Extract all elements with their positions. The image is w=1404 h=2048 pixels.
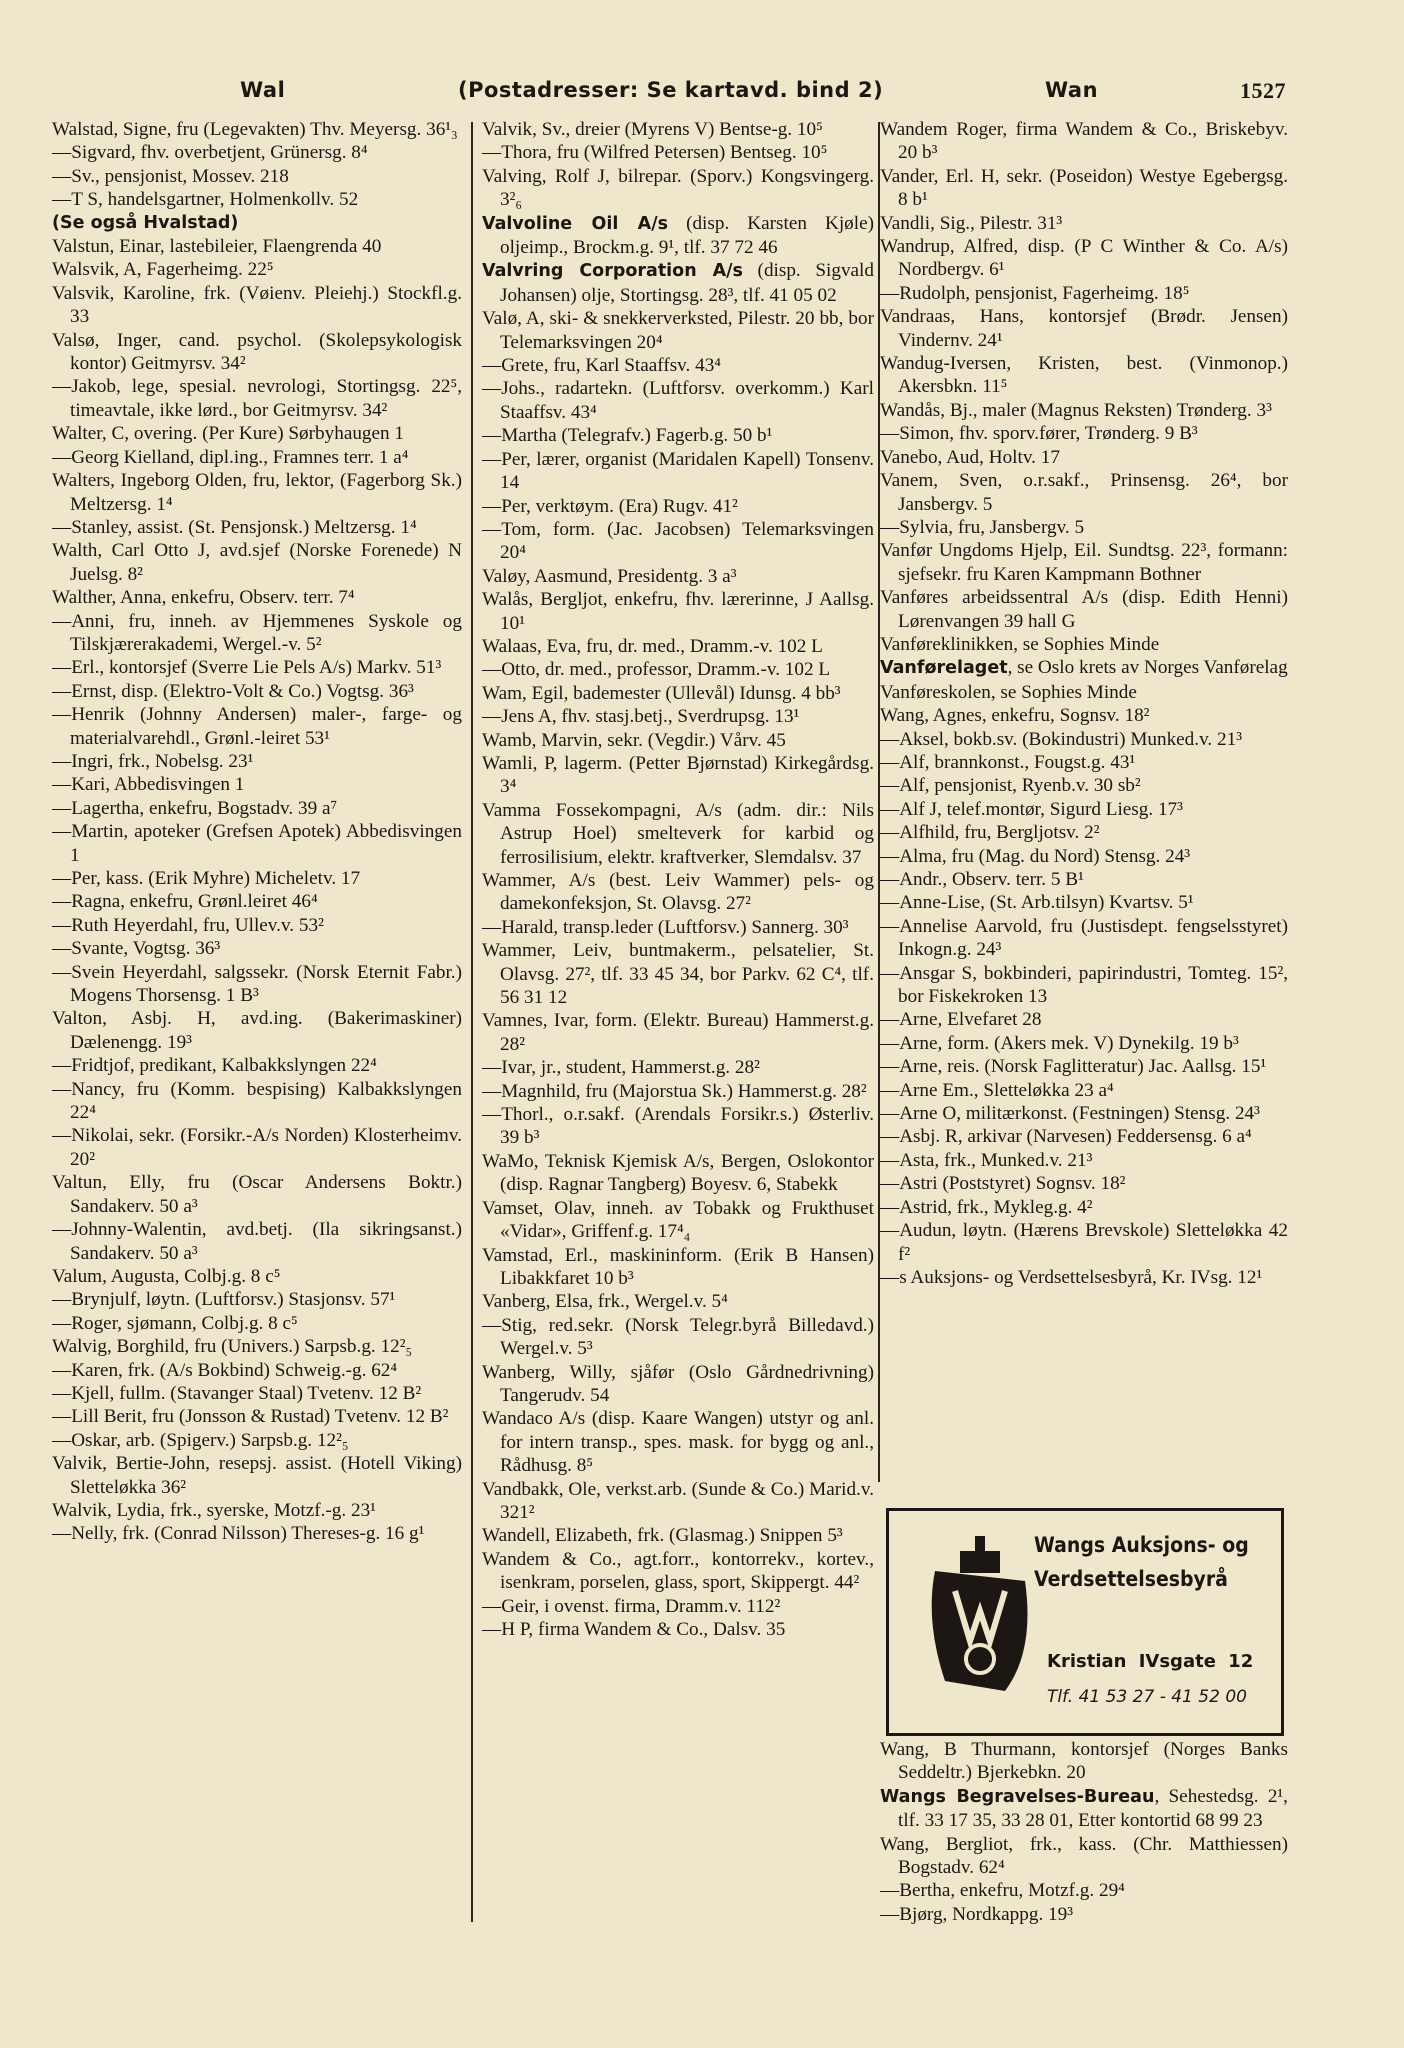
directory-entry: Wang, B Thurmann, kontorsjef (Norges Banks Seddeltr.) Bjerkebkn. 20 [880, 1739, 1288, 1784]
directory-entry: —Erl., kontorsjef (Sverre Lie Pels A/s) Markv. 51³ [52, 657, 442, 679]
directory-entry: —Alf, brannkonst., Fougst.g. 43¹ [880, 751, 1136, 773]
directory-entry: —Andr., Observ. terr. 5 B¹ [880, 869, 1084, 890]
directory-entry: —Per, lærer, organist (Maridalen Kapell) Tonsenv. 14 [482, 448, 874, 494]
directory-entry: —s Auksjons- og Verdsettelsesbyrå, Kr. IVsg. 12¹ [880, 1266, 1263, 1288]
directory-entry: —Stig, red.sekr. (Norsk Telegr.byrå Billedavd.) Wergel.v. 5³ [482, 1314, 874, 1360]
directory-entry: —Thorl., o.r.sakf. (Arendals Forsikr.s.) Østerliv. 39 b³ [482, 1104, 874, 1149]
directory-entry: —Otto, dr. med., professor, Dramm.-v. 102 L [482, 659, 831, 681]
directory-entry: Valton, Asbj. H, avd.ing. (Bakerimaskiner) Dælenengg. 19³ [52, 1008, 462, 1053]
directory-entry: —Nelly, frk. (Conrad Nilsson) Thereses-g. 16 g¹ [52, 1523, 425, 1545]
directory-entry: Walaas, Eva, fru, dr. med., Dramm.-v. 102 L [482, 635, 823, 657]
directory-entry: Wang, Bergliot, frk., kass. (Chr. Matthiessen) Bogstadv. 62⁴ [880, 1833, 1288, 1879]
directory-entry: Valø, A, ski- & snekkerverksted, Pilestr. 20 bb, bor Telemarksvingen 20⁴ [482, 308, 874, 353]
directory-entry: —T S, handelsgartner, Holmenkollv. 52 [52, 189, 359, 211]
directory-entry: Valving, Rolf J, bilrepar. (Sporv.) Kongsvingerg. 3²₆ [482, 165, 874, 211]
directory-entry: —Simon, fhv. sporv.fører, Trønderg. 9 B³ [880, 423, 1198, 445]
directory-entry: —Martha (Telegrafv.) Fagerb.g. 50 b¹ [482, 425, 773, 447]
hammer-and-W-monogram-icon [915, 1531, 1045, 1701]
directory-entry: —Asbj. R, arkivar (Narvesen) Feddersensg. 6 a⁴ [880, 1126, 1252, 1148]
directory-entry: Wanberg, Willy, sjåfør (Oslo Gårdnedrivning) Tangerudv. 54 [482, 1361, 874, 1406]
directory-entry: Vandli, Sig., Pilestr. 31³ [880, 212, 1063, 234]
directory-entry: —Nikolai, sekr. (Forsikr.-A/s Norden) Klosterheimv. 20² [52, 1125, 462, 1170]
directory-entry: —Grete, fru, Karl Staaffsv. 43⁴ [482, 355, 721, 377]
directory-entry: —Arne Em., Sletteløkka 23 a⁴ [880, 1079, 1114, 1101]
directory-entry: —Astrid, frk., Mykleg.g. 4² [880, 1196, 1093, 1218]
directory-entry: Valtun, Elly, fru (Oscar Andersens Boktr.) Sandakerv. 50 a³ [52, 1172, 462, 1217]
directory-entry: Vander, Erl. H, sekr. (Poseidon) Westye Egebergsg. 8 b¹ [880, 165, 1288, 211]
directory-entry: —Bertha, enkefru, Motzf.g. 29⁴ [880, 1880, 1125, 1902]
directory-entry: Valvoline Oil A/s (disp. Karsten Kjøle) oljeimp., Brockm.g. 9¹, tlf. 37 72 46 [482, 212, 874, 259]
directory-entry: —Anni, fru, inneh. av Hjemmenes Syskole og Tilskjærerakademi, Wergel.-v. 5² [52, 610, 462, 655]
directory-entry: —Alfhild, fru, Bergljotsv. 2² [880, 822, 1100, 844]
directory-entry: Wandug-Iversen, Kristen, best. (Vinmonop.) Akersbkn. 11⁵ [880, 353, 1288, 398]
directory-entry: Vanføreskolen, se Sophies Minde [880, 681, 1137, 703]
directory-entry: —Jakob, lege, spesial. nevrologi, Stortingsg. 22⁵, timeavtale, ikke lørd., bor Geitmyrsv. 34² [52, 376, 462, 421]
directory-entry: —Brynjulf, løytn. (Luftforsv.) Stasjonsv. 57¹ [52, 1289, 396, 1311]
directory-entry: Wandrup, Alfred, disp. (P C Winther & Co. A/s) Nordbergv. 6¹ [880, 236, 1288, 281]
directory-entry: Vanføres arbeidssentral A/s (disp. Edith Henni) Lørenvangen 39 hall G [880, 587, 1288, 632]
directory-entry: Valvring Corporation A/s (disp. Sigvald Johansen) olje, Stortingsg. 28³, tlf. 41 05 02 [482, 260, 874, 306]
directory-entry: Wangs Begravelses-Bureau, Sehestedsg. 2¹, tlf. 33 17 35, 33 28 01, Etter kontortid 68 99 23 [880, 1785, 1288, 1832]
directory-entry: —Astri (Poststyret) Sognsv. 18² [880, 1173, 1126, 1195]
directory-entry: Vanem, Sven, o.r.sakf., Prinsensg. 26⁴, bor Jansbergv. 5 [880, 470, 1288, 515]
column-divider [471, 122, 473, 1922]
directory-entry: —Ingri, frk., Nobelsg. 23¹ [52, 750, 254, 772]
directory-entry: —Kjell, fullm. (Stavanger Staal) Tvetenv. 12 B² [52, 1382, 422, 1404]
directory-entry: Walvik, Lydia, frk., syerske, Motzf.-g. 23¹ [52, 1499, 376, 1521]
directory-entry: Walters, Ingeborg Olden, fru, lektor, (Fagerborg Sk.) Meltzersg. 1⁴ [52, 470, 462, 515]
directory-entry: Vamset, Olav, inneh. av Tobakk og Frukthuset «Vidar», Griffenf.g. 17⁴₄ [482, 1197, 874, 1243]
directory-entry: —Arne, Elvefaret 28 [880, 1009, 1042, 1031]
directory-entry: —Alf J, telef.montør, Sigurd Liesg. 17³ [880, 798, 1183, 820]
directory-entry: —Alma, fru (Mag. du Nord) Stensg. 24³ [880, 845, 1191, 867]
directory-entry: —Bjørg, Nordkappg. 19³ [880, 1903, 1073, 1925]
directory-entry: —Lagertha, enkefru, Bogstadv. 39 a⁷ [52, 797, 338, 819]
directory-entry: Wam, Egil, bademester (Ullevål) Idunsg. 4 bb³ [482, 682, 841, 704]
directory-entry: Wamb, Marvin, sekr. (Vegdir.) Vårv. 45 [482, 729, 786, 751]
directory-entry: —Per, verktøym. (Era) Rugv. 41² [482, 495, 738, 517]
directory-entry: —Anne-Lise, (St. Arb.tilsyn) Kvartsv. 5¹ [880, 892, 1194, 914]
directory-entry: —Alf, pensjonist, Ryenb.v. 30 sb² [880, 775, 1141, 797]
directory-entry: Walth, Carl Otto J, avd.sjef (Norske Forenede) N Juelsg. 8² [52, 540, 462, 585]
directory-entry: Wang, Agnes, enkefru, Sognsv. 18² [880, 705, 1150, 727]
directory-entry: —Karen, frk. (A/s Bokbind) Schweig.-g. 62⁴ [52, 1359, 398, 1381]
directory-entry: —Svante, Vogtsg. 36³ [52, 938, 221, 960]
directory-entry: Wandem Roger, firma Wandem & Co., Briskebyv. 20 b³ [880, 119, 1288, 164]
directory-entry: —Magnhild, fru (Majorstua Sk.) Hammerst.g. 28² [482, 1080, 867, 1102]
directory-entry: —Geir, i ovenst. firma, Dramm.v. 112² [482, 1595, 781, 1617]
directory-entry: Wamli, P, lagerm. (Petter Bjørnstad) Kirkegårdsg. 3⁴ [482, 752, 874, 798]
directory-entry: Vanførelaget, se Oslo krets av Norges Vanførelag [880, 657, 1288, 679]
directory-entry: —H P, firma Wandem & Co., Dalsv. 35 [482, 1619, 786, 1640]
directory-entry: Walsvik, A, Fagerheimg. 22⁵ [52, 259, 274, 281]
directory-entry: Valum, Augusta, Colbj.g. 8 c⁵ [52, 1265, 281, 1287]
ad-title-line1: Wangs Auksjons- og [1034, 1533, 1249, 1557]
directory-entry: Vanfør Ungdoms Hjelp, Eil. Sundtsg. 22³, formann: sjefsekr. fru Karen Kampmann Bothner [880, 540, 1288, 585]
directory-entry: —Sigvard, fhv. overbetjent, Grünersg. 8⁴ [52, 142, 368, 164]
directory-entry: —Martin, apoteker (Grefsen Apotek) Abbedisvingen 1 [52, 821, 462, 866]
directory-entry: —Oskar, arb. (Spigerv.) Sarpsb.g. 12²₅ [52, 1429, 349, 1451]
directory-entry: Walvig, Borghild, fru (Univers.) Sarpsb.g. 12²₅ [52, 1336, 413, 1358]
ad-title-line2: Verdsettelsesbyrå [1034, 1567, 1228, 1591]
ad-phone: Tlf. 41 53 27 - 41 52 00 [1047, 1687, 1247, 1707]
directory-entry: Walter, C, overing. (Per Kure) Sørbyhaugen 1 [52, 423, 405, 445]
directory-entry: —Arne, form. (Akers mek. V) Dynekilg. 19 b³ [880, 1032, 1239, 1054]
column-2 [482, 118, 874, 1641]
advertisement-box [886, 1508, 1284, 1736]
directory-entry: —Lill Berit, fru (Jonsson & Rustad) Tvetenv. 12 B² [52, 1406, 449, 1428]
directory-entry: —Ansgar S, bokbinderi, papirindustri, Tomteg. 15², bor Fiskekroken 13 [880, 962, 1288, 1008]
directory-entry: —Henrik (Johnny Andersen) maler-, farge- og materialvarehdl., Grønl.-leiret 53¹ [52, 704, 462, 749]
column-3-after-ad [880, 1738, 1288, 1926]
directory-entry: —Ragna, enkefru, Grønl.leiret 46⁴ [52, 891, 318, 913]
directory-entry: Vamnes, Ivar, form. (Elektr. Bureau) Hammerst.g. 28² [482, 1010, 874, 1055]
directory-entry: —Thora, fru (Wilfred Petersen) Bentseg. 10⁵ [482, 142, 828, 164]
directory-entry: Walther, Anna, enkefru, Observ. terr. 7⁴ [52, 587, 355, 609]
directory-entry: Walås, Bergljot, enkefru, fhv. lærerinne, J Aallsg. 10¹ [482, 589, 874, 634]
directory-entry: Walstad, Signe, fru (Legevakten) Thv. Meyersg. 36¹₃ [52, 119, 458, 140]
directory-entry: —Johs., radartekn. (Luftforsv. overkomm.) Karl Staaffsv. 43⁴ [482, 378, 874, 423]
directory-entry: —Rudolph, pensjonist, Fagerheimg. 18⁵ [880, 282, 1190, 304]
directory-entry: Vanebo, Aud, Holtv. 17 [880, 446, 1060, 468]
directory-entry: —Tom, form. (Jac. Jacobsen) Telemarksvingen 20⁴ [482, 518, 874, 564]
directory-entry: —Ivar, jr., student, Hammerst.g. 28² [482, 1057, 760, 1079]
directory-entry: —Fridtjof, predikant, Kalbakkslyngen 22⁴ [52, 1055, 377, 1077]
directory-entry: Valsvik, Karoline, frk. (Vøienv. Pleiehj.) Stockfl.g. 33 [52, 282, 462, 328]
directory-entry: Valstun, Einar, lastebileier, Flaengrenda 40 [52, 236, 382, 258]
directory-entry: —Ernst, disp. (Elektro-Volt & Co.) Vogtsg. 36³ [52, 680, 414, 702]
directory-entry: —Georg Kielland, dipl.ing., Framnes terr. 1 a⁴ [52, 446, 409, 468]
directory-entry: Valsø, Inger, cand. psychol. (Skolepsykologisk kontor) Geitmyrsv. 34² [52, 329, 462, 375]
directory-entry: —Arne O, militærkonst. (Festningen) Stensg. 24³ [880, 1103, 1260, 1125]
directory-entry: Wandem & Co., agt.forr., kontorrekv., kortev., isenkram, porselen, glass, sport, Skippergt. 44² [482, 1548, 874, 1594]
directory-entry: (Se også Hvalstad) [52, 212, 239, 233]
directory-entry: WaMo, Teknisk Kjemisk A/s, Bergen, Oslokontor (disp. Ragnar Tangberg) Boyesv. 6, Stabekk [482, 1150, 874, 1196]
directory-entry: Valvik, Sv., dreier (Myrens V) Bentse-g. 10⁵ [482, 119, 823, 140]
directory-entry: —Svein Heyerdahl, salgssekr. (Norsk Eternit Fabr.) Mogens Thorsensg. 1 B³ [52, 961, 462, 1007]
directory-entry: Vanberg, Elsa, frk., Wergel.v. 5⁴ [482, 1291, 728, 1313]
directory-entry: —Annelise Aarvold, fru (Justisdept. fengselsstyret) Inkogn.g. 24³ [880, 915, 1288, 961]
directory-entry: Wammer, A/s (best. Leiv Wammer) pels- og damekonfeksjon, St. Olavsg. 27² [482, 870, 874, 915]
directory-entry: —Stanley, assist. (St. Pensjonsk.) Meltzersg. 1⁴ [52, 516, 417, 538]
directory-entry: —Per, kass. (Erik Myhre) Micheletv. 17 [52, 868, 361, 889]
directory-entry: —Audun, løytn. (Hærens Brevskole) Sletteløkka 42 f² [880, 1220, 1288, 1265]
directory-entry: —Sv., pensjonist, Mossev. 218 [52, 165, 289, 187]
directory-entry: Vamma Fossekompagni, A/s (adm. dir.: Nils Astrup Hoel) smelteverk for karbid og ferrosilisium, elektr. kraftverker, Slemdalsv. 37 [482, 799, 874, 868]
directory-entry: Vamstad, Erl., maskininform. (Erik B Hansen) Libakkfaret 10 b³ [482, 1244, 874, 1289]
directory-entry: —Jens A, fhv. stasj.betj., Sverdrupsg. 13¹ [482, 706, 800, 728]
directory-entry: Vandbakk, Ole, verkst.arb. (Sunde & Co.) Marid.v. 321² [482, 1478, 874, 1523]
directory-entry: —Arne, reis. (Norsk Faglitteratur) Jac. Aallsg. 15¹ [880, 1056, 1267, 1078]
directory-entry: —Ruth Heyerdahl, fru, Ullev.v. 53² [52, 914, 324, 936]
directory-entry: Wandaco A/s (disp. Kaare Wangen) utstyr og anl. for intern transp., spes. mask. for bygg og anl., Rådhusg. 8⁵ [482, 1408, 874, 1477]
directory-entry: Vandraas, Hans, kontorsjef (Brødr. Jensen) Vindernv. 24¹ [880, 306, 1288, 351]
directory-entry: —Johnny-Walentin, avd.betj. (Ila sikringsanst.) Sandakerv. 50 a³ [52, 1219, 462, 1264]
column-1 [52, 118, 462, 1546]
directory-entry: Valøy, Aasmund, Presidentg. 3 a³ [482, 565, 737, 587]
header-right-word: Wan [1045, 78, 1099, 102]
directory-entry: —Harald, transp.leder (Luftforsv.) Sannerg. 30³ [482, 916, 849, 938]
directory-entry: —Sylvia, fru, Jansbergv. 5 [880, 516, 1085, 538]
column-3 [880, 118, 1288, 1289]
directory-entry: Wandell, Elizabeth, frk. (Glasmag.) Snippen 5³ [482, 1525, 843, 1547]
directory-entry: —Asta, frk., Munked.v. 21³ [880, 1149, 1093, 1171]
page-number: 1527 [1240, 78, 1286, 103]
header-center: (Postadresser: Se kartavd. bind 2) [458, 78, 884, 102]
ad-street: Kristian IVsgate 12 [1047, 1651, 1254, 1672]
directory-entry: —Roger, sjømann, Colbj.g. 8 c⁵ [52, 1312, 298, 1334]
directory-entry: Vanføreklinikken, se Sophies Minde [880, 633, 1160, 655]
directory-entry: Valvik, Bertie-John, resepsj. assist. (Hotell Viking) Sletteløkka 36² [52, 1453, 462, 1498]
header-left-word: Wal [240, 78, 286, 102]
directory-entry: —Aksel, bokb.sv. (Bokindustri) Munked.v. 21³ [880, 728, 1242, 750]
directory-entry: —Kari, Abbedisvingen 1 [52, 774, 245, 796]
directory-entry: Wandås, Bj., maler (Magnus Reksten) Trønderg. 3³ [880, 399, 1272, 421]
directory-entry: Wammer, Leiv, buntmakerm., pelsatelier, St. Olavsg. 27², tlf. 33 45 34, bor Parkv. 62 C⁴, tlf. 56 31 12 [482, 940, 874, 1009]
directory-entry: —Nancy, fru (Komm. bespising) Kalbakkslyngen 22⁴ [52, 1078, 462, 1124]
